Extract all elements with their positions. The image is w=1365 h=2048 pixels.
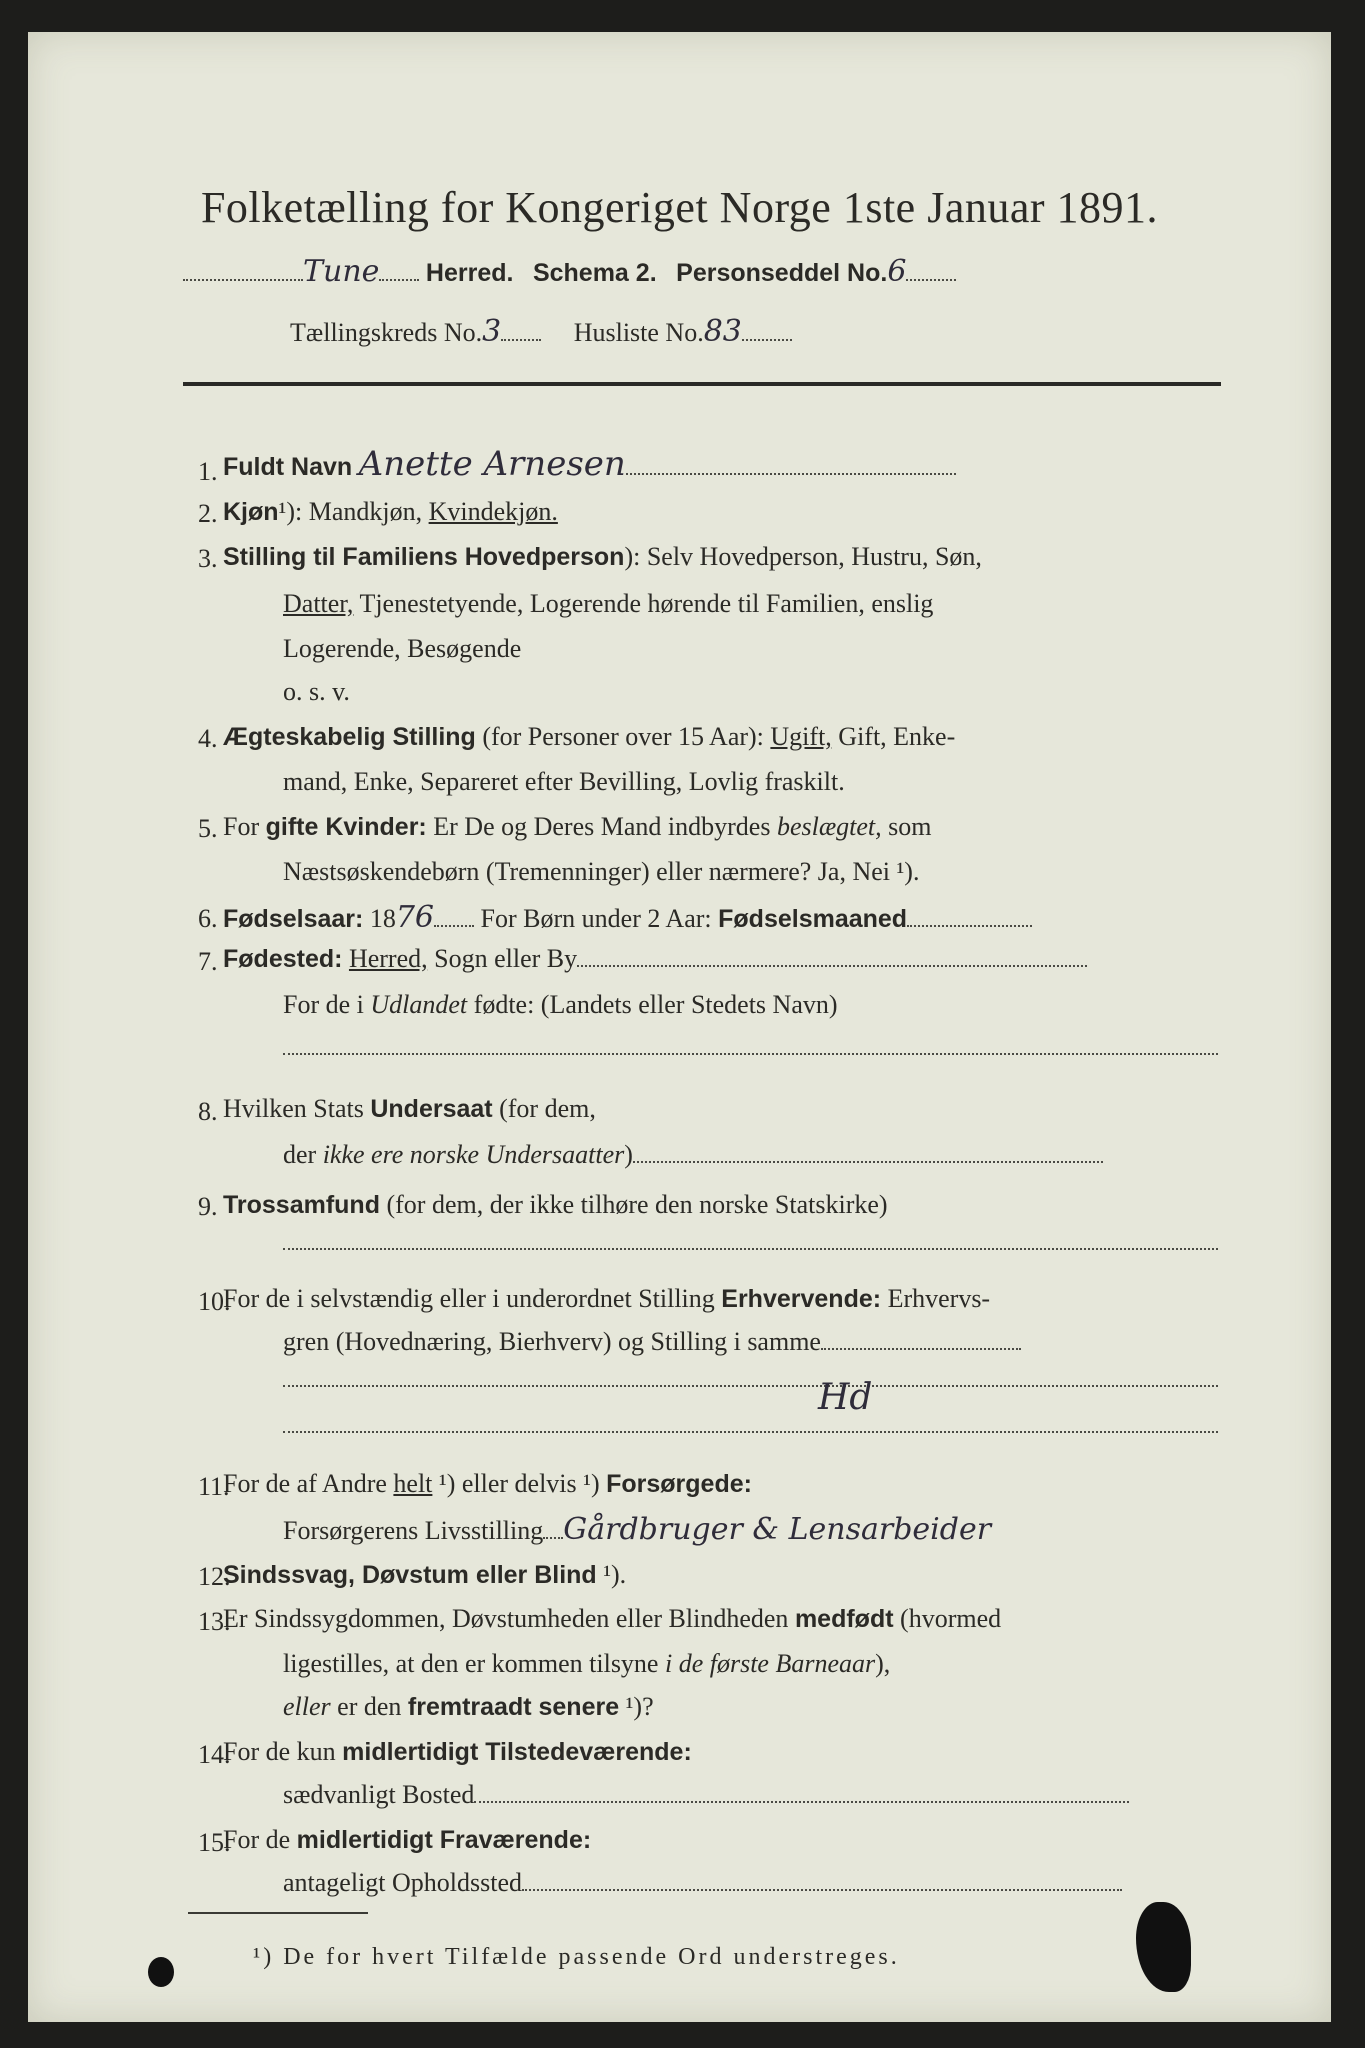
- q3-line4: o. s. v.: [283, 677, 350, 706]
- q15-text: For de: [223, 1825, 297, 1854]
- q1-line: [223, 444, 956, 484]
- q13-line3-a: er den: [330, 1692, 408, 1721]
- kreds-label: Tællingskreds No.: [290, 318, 483, 347]
- q13-line2-a: ligestilles, at den er kommen tilsyne: [283, 1649, 665, 1678]
- q10-number: 10.: [198, 1287, 231, 1316]
- q6-line: [223, 900, 1032, 935]
- q5-label: gifte Kvinder:: [265, 813, 427, 841]
- q13-line3-bold: fremtraadt senere: [407, 1693, 620, 1721]
- q5-line1: [223, 812, 932, 842]
- q7-label: Fødested:: [223, 945, 343, 973]
- q7-underlined: Herred,: [348, 944, 428, 973]
- q13-text-a: Er Sindssygdommen, Døvstumheden eller Blindheden: [223, 1604, 795, 1633]
- q7-line2-b: fødte: (Landets eller Stedets Navn): [467, 990, 838, 1019]
- footnote-rule: [188, 1912, 368, 1914]
- q1-number: 1.: [198, 457, 218, 486]
- q3-text: ): Selv Hovedperson, Hustru, Søn,: [624, 542, 982, 571]
- q11-line1: [223, 1469, 752, 1499]
- q8-line2: [283, 1140, 1103, 1170]
- q3-line3: Logerende, Besøgende: [283, 634, 522, 663]
- q11-number: 11.: [198, 1472, 230, 1501]
- q15-label: midlertidigt Fraværende:: [296, 1826, 592, 1854]
- q6-label: Fødselsaar:: [223, 905, 364, 933]
- footnote: ¹) De for hvert Tilfælde passende Ord understreges.: [253, 1944, 900, 1970]
- q13-line3-italic: eller: [283, 1692, 331, 1721]
- personseddel-number: 6: [887, 254, 907, 289]
- q2-label: Kjøn: [223, 498, 279, 526]
- q11-text-a: For de af Andre: [223, 1469, 394, 1498]
- q5-line2: Næstsøskendebørn (Tremenninger) eller nærmere? Ja, Nei ¹).: [283, 857, 920, 886]
- q13-line2-italic: i de første Barneaar: [664, 1649, 876, 1678]
- q2-number: 2.: [198, 499, 218, 528]
- q4-underlined: Ugift,: [770, 722, 832, 751]
- q9-dotline: [283, 1227, 1218, 1257]
- q12-label: Sindssvag, Døvstum eller Blind: [223, 1561, 597, 1589]
- q8-line1: [223, 1094, 596, 1124]
- kreds-line: [290, 314, 792, 349]
- q5-number: 5.: [198, 814, 218, 843]
- q7-line2-italic: Udlandet: [370, 990, 468, 1019]
- q11-underlined: helt: [393, 1469, 433, 1498]
- q10-line2: [283, 1327, 1021, 1357]
- q2-sup: ¹: [278, 497, 287, 526]
- q2-text: ): Mandkjøn,: [286, 497, 429, 526]
- q13-line3: [283, 1692, 654, 1722]
- q11-text-b: ¹) eller delvis ¹): [432, 1469, 607, 1498]
- q6-label2: Fødselsmaaned: [718, 905, 908, 933]
- q10-dotline2: [283, 1410, 1218, 1440]
- q15-number: 15.: [198, 1828, 231, 1857]
- q14-line2: [283, 1780, 1129, 1810]
- q13-line3-b: ¹)?: [619, 1692, 654, 1721]
- q15-line2-text: antageligt Opholdssted: [283, 1868, 523, 1897]
- q10-text: For de i selvstændig eller i underordnet Stilling: [223, 1284, 722, 1313]
- q4-text: (for Personer over 15 Aar):: [475, 722, 771, 751]
- ink-blot-right: [1136, 1902, 1191, 1992]
- q8-label: Undersaat: [370, 1095, 493, 1123]
- q9-text: (for dem, der ikke tilhøre den norske Statskirke): [379, 1190, 888, 1219]
- q10-line2-text: gren (Hovednæring, Bierhverv) og Stilling i samme: [283, 1327, 821, 1356]
- q5-prefix: For: [223, 812, 266, 841]
- q8-line2-b: ): [624, 1140, 633, 1169]
- schema-label: Schema 2.: [532, 259, 657, 287]
- husliste-number: 83: [703, 314, 742, 349]
- q4-rest: Gift, Enke-: [831, 722, 956, 751]
- q14-number: 14.: [198, 1740, 231, 1769]
- q6-year-handwritten: 76: [395, 900, 435, 935]
- q1-answer: Anette Arnesen: [358, 444, 626, 484]
- q4-line2: mand, Enke, Separeret efter Bevilling, Lovlig fraskilt.: [283, 767, 845, 796]
- q9-label: Trossamfund: [223, 1191, 380, 1219]
- q11-line2: [283, 1512, 991, 1547]
- q15-line1: [223, 1825, 591, 1855]
- q10-answer-handwritten: Hd: [818, 1377, 873, 1418]
- ink-blot-left: [148, 1957, 174, 1987]
- q8-text-a: Hvilken Stats: [223, 1094, 371, 1123]
- q4-line1: [223, 722, 955, 752]
- q9-number: 9.: [198, 1192, 218, 1221]
- q7-line2: [283, 990, 838, 1020]
- kreds-number: 3: [482, 314, 502, 349]
- q13-line1: [223, 1604, 1001, 1634]
- q4-number: 4.: [198, 724, 218, 753]
- q8-number: 8.: [198, 1097, 218, 1126]
- q12-text: ¹).: [596, 1560, 627, 1589]
- q13-label: medfødt: [794, 1605, 894, 1633]
- q7-line1: [223, 944, 1087, 974]
- q9-line: [223, 1190, 888, 1220]
- personseddel-label: Personseddel No.: [676, 259, 888, 287]
- q1-label: Fuldt Navn: [223, 453, 353, 481]
- q6-year-prefix: 18: [363, 904, 396, 933]
- q13-line2-b: ),: [875, 1649, 891, 1678]
- q10-label: Erhvervende:: [721, 1285, 882, 1313]
- q10-line1: [223, 1284, 990, 1314]
- q8-line2-italic: ikke ere norske Undersaatter: [322, 1140, 625, 1169]
- q4-label: Ægteskabelig Stilling: [223, 723, 476, 751]
- q3-line2-text: Tjenestetyende, Logerende hørende til Familien, enslig: [353, 589, 934, 618]
- q3-label: Stilling til Familiens Hovedperson: [223, 543, 625, 571]
- q14-label: midlertidigt Tilstedeværende:: [342, 1738, 692, 1766]
- q7-text: Sogn eller By: [427, 944, 578, 973]
- q12-line: [223, 1560, 626, 1590]
- q2-line: [223, 497, 558, 527]
- q14-line2-text: sædvanligt Bosted: [283, 1780, 475, 1809]
- q10-dotline1: [283, 1364, 1218, 1394]
- q2-underlined: Kvindekjøn.: [428, 497, 558, 526]
- q5-text: Er De og Deres Mand indbyrdes: [426, 812, 777, 841]
- header-rule: [183, 382, 1221, 386]
- q6-text: For Børn under 2 Aar:: [474, 904, 719, 933]
- q14-text: For de kun: [223, 1737, 343, 1766]
- census-form-page: [28, 32, 1331, 2022]
- herred-line: [183, 254, 956, 289]
- q7-dotline: [283, 1032, 1218, 1062]
- q11-line2-text: Forsørgerens Livsstilling: [283, 1516, 544, 1545]
- q3-line2: [283, 589, 933, 619]
- q15-line2: [283, 1868, 1122, 1898]
- q3-line1: [223, 542, 982, 572]
- q14-line1: [223, 1737, 692, 1767]
- q11-label: Forsørgede:: [606, 1470, 752, 1498]
- q12-number: 12.: [198, 1562, 231, 1591]
- q11-answer-handwritten: Gårdbruger & Lensarbeider: [563, 1512, 992, 1547]
- q13-number: 13.: [198, 1607, 231, 1636]
- q3-underlined: Datter,: [283, 589, 354, 618]
- q8-text-b: (for dem,: [492, 1094, 596, 1123]
- husliste-label: Husliste No.: [573, 318, 704, 347]
- q5-italic: beslægtet,: [776, 812, 882, 841]
- q7-number: 7.: [198, 947, 218, 976]
- q13-line2: [283, 1649, 890, 1679]
- herred-handwritten: Tune: [303, 254, 380, 289]
- q6-number: 6.: [198, 904, 218, 933]
- q10-rest: Erhvervs-: [881, 1284, 991, 1313]
- q8-line2-a: der: [283, 1140, 323, 1169]
- q3-number: 3.: [198, 544, 218, 573]
- q5-rest: som: [881, 812, 932, 841]
- form-title: Folketælling for Kongeriget Norge 1ste Januar 1891.: [200, 183, 1159, 232]
- herred-label: Herred.: [425, 259, 514, 287]
- q7-line2-a: For de i: [283, 990, 371, 1019]
- q13-text-b: (hvormed: [893, 1604, 1002, 1633]
